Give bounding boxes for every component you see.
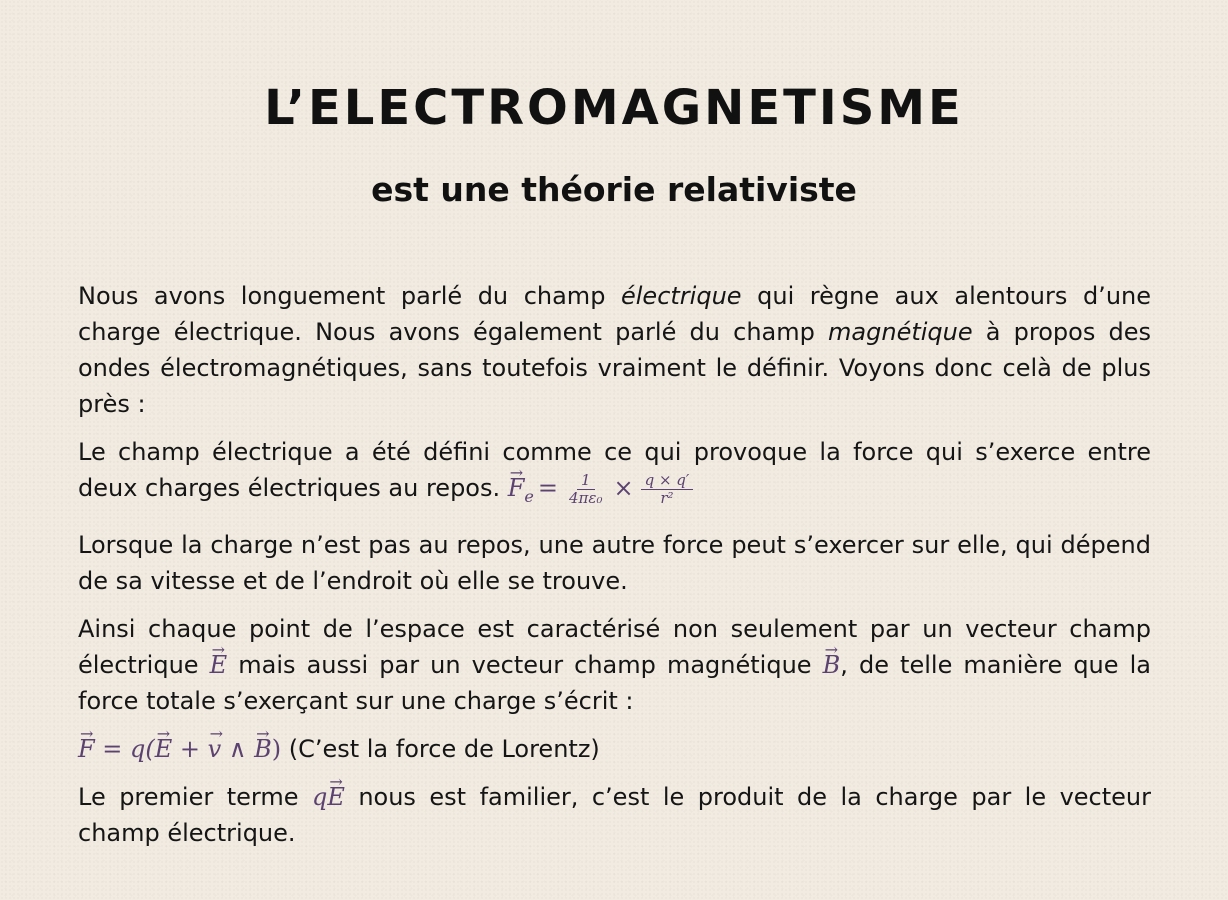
paragraph-moving-charge: Lorsque la charge n’est pas au repos, une autre force peut s’exercer sur elle, qui dépend de sa vitesse et de l’endroit où elle se trouve. bbox=[78, 531, 1151, 595]
paragraph-lorentz bbox=[78, 731, 1151, 767]
fraction-2-denominator: r² bbox=[660, 489, 674, 507]
lorentz-e-vector: → E bbox=[155, 731, 173, 767]
paragraph-fields bbox=[78, 611, 1151, 719]
coulomb-equals: = bbox=[537, 474, 558, 502]
coulomb-times: × bbox=[613, 474, 634, 502]
first-term-e-vector: → E bbox=[327, 779, 345, 815]
electric-field-vector: → E bbox=[210, 647, 228, 683]
coulomb-constant-fraction bbox=[565, 472, 606, 507]
paragraph-first-term bbox=[78, 779, 1151, 851]
slide-title: L’ELECTROMAGNETISME bbox=[264, 80, 964, 136]
coulomb-text: Le champ électrique a été défini comme ce qui provoque la force qui s’exerce entre deux charges électriques au repos. bbox=[78, 438, 1151, 502]
lorentz-plus: + bbox=[172, 735, 208, 763]
fraction-2-numerator: q × q′ bbox=[641, 472, 694, 490]
force-e-subscript: e bbox=[524, 487, 534, 506]
lorentz-formula bbox=[78, 735, 281, 763]
paragraph-intro bbox=[78, 278, 1151, 422]
lorentz-wedge: ∧ bbox=[221, 735, 255, 763]
fields-text-1: Ainsi chaque point de l’espace est caractérisé non seulement par un vecteur champ électrique bbox=[78, 615, 1151, 679]
lorentz-note: (C’est la force de Lorentz) bbox=[281, 735, 600, 763]
charges-over-distance-fraction bbox=[641, 472, 694, 507]
lorentz-equals-q: = q( bbox=[102, 735, 155, 763]
magnetic-field-vector: → B bbox=[823, 647, 841, 683]
slide-body bbox=[78, 278, 1151, 863]
intro-emphasis-electrique: électrique bbox=[621, 282, 742, 310]
first-term-q: q bbox=[311, 783, 328, 811]
intro-text-2: qui règne aux alentours d’une charge électrique. Nous avons également parlé du champ bbox=[78, 282, 1152, 346]
force-e-vector: → F bbox=[508, 470, 525, 506]
first-term-formula bbox=[312, 783, 345, 811]
fields-text-3: , de telle manière que la force totale s’exerçant sur une charge s’écrit : bbox=[78, 651, 1151, 715]
fraction-1-numerator: 1 bbox=[577, 472, 595, 490]
lorentz-force-vector: → F bbox=[78, 731, 95, 767]
fraction-1-denominator: 4πε₀ bbox=[569, 489, 603, 507]
intro-emphasis-magnetique: magnétique bbox=[828, 318, 973, 346]
fields-text-2: mais aussi par un vecteur champ magnétique bbox=[227, 651, 823, 679]
paragraph-coulomb bbox=[78, 434, 1151, 515]
intro-text-3: à propos des ondes électromagnétiques, sans toutefois vraiment le définir. Voyons donc celà de plus près : bbox=[78, 318, 1152, 418]
lorentz-v-vector: → v bbox=[208, 731, 222, 767]
slide-subtitle: est une théorie relativiste bbox=[371, 170, 857, 209]
first-term-text-1: Le premier terme bbox=[78, 783, 312, 811]
coulomb-formula bbox=[507, 471, 697, 507]
lorentz-close-paren: ) bbox=[271, 735, 282, 763]
intro-text-1: Nous avons longuement parlé du champ bbox=[78, 282, 621, 310]
first-term-text-2: nous est familier, c’est le produit de la charge par le vecteur champ électrique. bbox=[78, 783, 1151, 847]
lorentz-b-vector: → B bbox=[254, 731, 272, 767]
